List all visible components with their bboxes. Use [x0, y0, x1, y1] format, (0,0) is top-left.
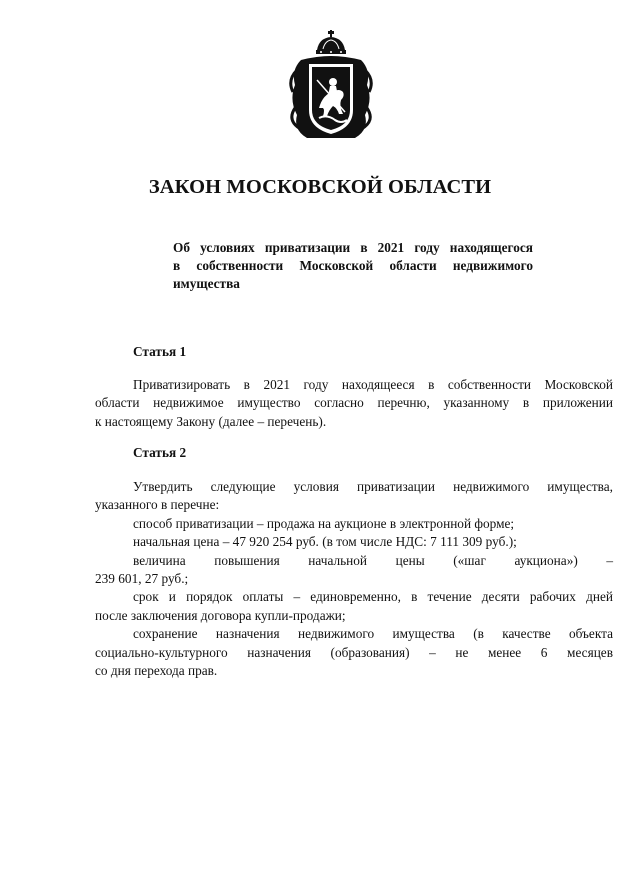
article-2-line: со дня перехода прав. — [95, 663, 218, 679]
article-2-line: указанного в перечне: — [95, 497, 220, 513]
article-2-line: Утвердить следующие условия приватизации недвижимого имущества, — [133, 479, 613, 494]
subject-line: Об условиях приватизации в 2021 году находящегося — [173, 240, 533, 255]
article-2-line: начальная цена – 47 920 254 руб. (в том числе НДС: 7 111 309 руб.); — [133, 534, 517, 550]
article-1-line: Приватизировать в 2021 году находящееся в собственности Московской — [133, 377, 613, 392]
article-2-text — [95, 478, 613, 680]
law-subject — [173, 239, 533, 293]
article-1-text — [95, 376, 613, 431]
subject-line: в собственности Московской области недвижимого — [173, 258, 533, 273]
article-2-heading: Статья 2 — [133, 445, 187, 460]
article-1-heading: Статья 1 — [133, 344, 187, 359]
article-2-line: срок и порядок оплаты – единовременно, в течение десяти рабочих дней — [133, 589, 613, 605]
article-2-line: после заключения договора купли-продажи; — [95, 607, 346, 623]
article-2-line: социально-культурного назначения (образования) – не менее 6 месяцев — [95, 644, 613, 660]
article-2-line: 239 601, 27 руб.; — [95, 571, 189, 587]
moscow-oblast-coat-of-arms-icon — [283, 30, 379, 146]
article-2-line: сохранение назначения недвижимого имущества (в качестве объекта — [133, 626, 613, 642]
article-2-line: способ приватизации – продажа на аукционе в электронной форме; — [133, 515, 515, 531]
law-title: ЗАКОН МОСКОВСКОЙ ОБЛАСТИ — [148, 176, 492, 198]
article-1-line: к настоящему Закону (далее – перечень). — [95, 413, 327, 429]
article-1-line: области недвижимое имущество согласно перечню, указанному в приложении — [95, 395, 613, 411]
article-2-line: величина повышения начальной цены («шаг аукциона») – — [133, 552, 613, 568]
subject-line: имущества — [173, 276, 240, 291]
